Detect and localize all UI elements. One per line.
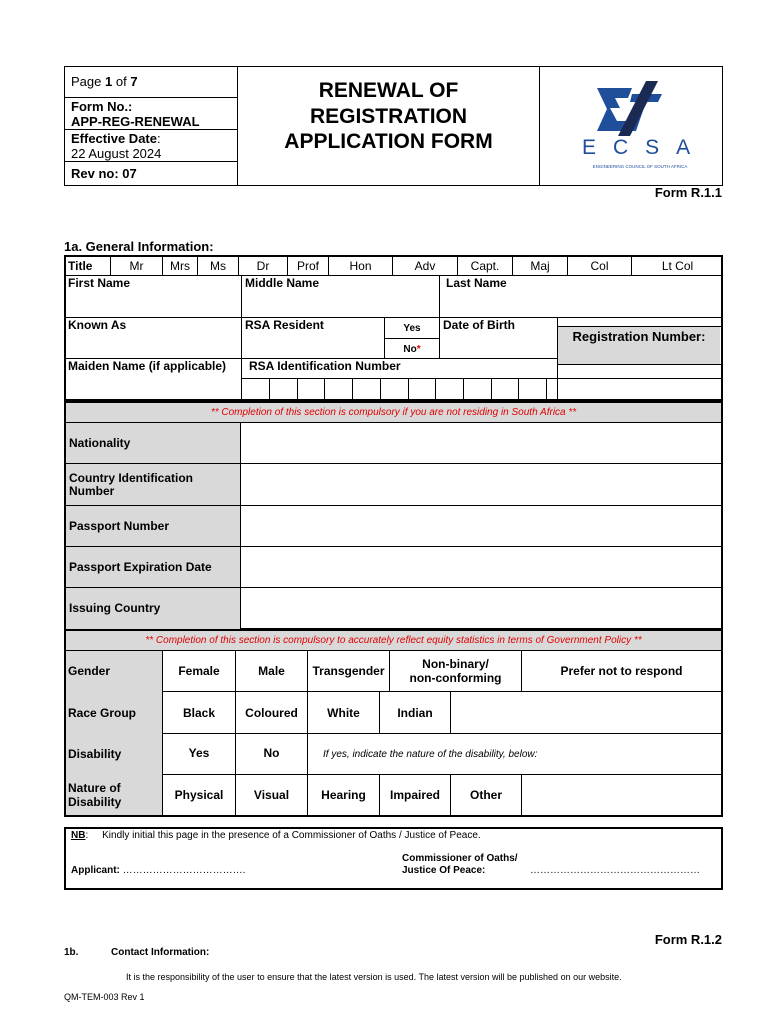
applicant-signature[interactable]: Applicant: ………………………………. <box>71 865 246 876</box>
section-1b-number: 1b. <box>64 947 79 958</box>
effective-date-label: Effective Date: <box>71 131 161 146</box>
form-ref-r11: Form R.1.1 <box>654 185 722 200</box>
known-as-field[interactable] <box>65 332 240 358</box>
title-option-capt[interactable]: Capt. <box>470 259 500 273</box>
title-option-adv[interactable]: Adv <box>414 259 436 273</box>
known-as-label: Known As <box>68 318 127 332</box>
rsa-resident-label: RSA Resident <box>245 318 324 332</box>
rev-no: Rev no: 07 <box>71 166 137 181</box>
race-coloured[interactable]: Coloured <box>245 705 298 720</box>
first-name-field[interactable] <box>65 290 240 316</box>
maiden-name-label: Maiden Name (if applicable) <box>68 359 227 373</box>
dob-field[interactable] <box>440 332 557 358</box>
country-identification-number-field[interactable] <box>242 464 721 505</box>
nature-visual[interactable]: Visual <box>253 788 290 802</box>
rsa-id-digit-box[interactable] <box>270 379 297 399</box>
disability-yes[interactable]: Yes <box>188 746 210 760</box>
rsa-id-digit-box[interactable] <box>547 379 557 399</box>
commissioner-signature[interactable]: …………………………………………… <box>530 865 700 876</box>
title-option-ms[interactable]: Ms <box>210 259 226 273</box>
equity-note-band <box>66 631 721 650</box>
title-option-col[interactable]: Col <box>590 259 609 273</box>
middle-name-label: Middle Name <box>245 276 320 290</box>
rsa-resident-no[interactable]: No * <box>403 343 421 355</box>
rsa-id-digit-box[interactable] <box>325 379 352 399</box>
race-label: Race Group <box>68 705 137 720</box>
passport-number-field[interactable] <box>242 506 721 546</box>
title-option-ltcol[interactable]: Lt Col <box>661 259 694 273</box>
maiden-name-field[interactable] <box>65 374 240 399</box>
title-option-mrs[interactable]: Mrs <box>170 259 190 273</box>
form-no: APP-REG-RENEWAL <box>71 114 200 129</box>
country-identification-number-label: Country Identification Number <box>66 464 240 505</box>
disability-label: Disability <box>68 747 122 761</box>
section-1b-heading: Contact Information: <box>111 947 210 958</box>
dob-label: Date of Birth <box>443 318 515 332</box>
gender-prefer-not[interactable]: Prefer not to respond <box>560 664 683 678</box>
gender-label: Gender <box>68 664 111 678</box>
title-option-prof[interactable]: Prof <box>296 259 319 273</box>
race-indian[interactable]: Indian <box>397 705 433 720</box>
registration-number-label: Registration Number: <box>572 328 706 344</box>
rsa-id-digit-box[interactable] <box>464 379 491 399</box>
nationality-label: Nationality <box>66 423 240 463</box>
nature-physical[interactable]: Physical <box>174 788 224 802</box>
disability-no[interactable]: No <box>263 746 280 760</box>
rsa-id-digit-box[interactable] <box>381 379 408 399</box>
rsa-id-digit-box[interactable] <box>492 379 518 399</box>
equity-note: ** Completion of this section is compulsory to accurately reflect equity statistics in terms of Government Policy ** <box>145 635 642 646</box>
passport-number-label: Passport Number <box>66 506 240 546</box>
title-option-maj[interactable]: Maj <box>530 259 550 273</box>
rsa-resident-yes[interactable]: Yes <box>403 322 421 334</box>
section-1a-heading: 1a. General Information: <box>64 239 214 254</box>
logo-text: ECSA <box>582 136 708 159</box>
gender-male[interactable]: Male <box>258 664 285 678</box>
logo-subtext: ENGINEERING COUNCIL OF SOUTH AFRICA <box>592 164 688 169</box>
gender-female[interactable]: Female <box>178 664 220 678</box>
race-other-field[interactable] <box>451 692 721 733</box>
gender-non-binary[interactable]: Non-binary/ non-conforming <box>409 657 502 685</box>
nature-hearing[interactable]: Hearing <box>321 788 366 802</box>
footer-disclaimer: It is the responsibility of the user to ensure that the latest version is used. The latest version will be published on our website. <box>126 972 622 982</box>
ecsa-logo <box>570 76 710 176</box>
nature-other-field[interactable] <box>522 775 721 815</box>
form-ref-r12: Form R.1.2 <box>654 932 722 947</box>
last-name-label: Last Name <box>446 276 507 290</box>
title-option-mr[interactable]: Mr <box>129 259 144 273</box>
passport-expiration-date-field[interactable] <box>242 547 721 587</box>
disability-note: If yes, indicate the nature of the disability, below: <box>323 748 538 760</box>
gender-transgender[interactable]: Transgender <box>312 664 385 678</box>
rsa-id-digit-box[interactable] <box>298 379 324 399</box>
effective-date: 22 August 2024 <box>71 146 162 161</box>
rsa-id-digit-box[interactable] <box>242 379 269 399</box>
race-black[interactable]: Black <box>182 705 216 720</box>
last-name-field[interactable] <box>440 290 721 316</box>
issuing-country-label: Issuing Country <box>66 588 240 629</box>
form-no-label: Form No.: <box>71 99 133 114</box>
issuing-country-field[interactable] <box>242 588 721 629</box>
middle-name-field[interactable] <box>242 290 438 316</box>
first-name-label: First Name <box>68 276 131 290</box>
nationality-field[interactable] <box>242 423 721 463</box>
race-white[interactable]: White <box>327 705 360 720</box>
document-title: RENEWAL OF REGISTRATION APPLICATION FORM <box>284 79 493 153</box>
passport-expiration-date-label: Passport Expiration Date <box>66 547 240 587</box>
rsa-id-label: RSA Identification Number <box>249 359 401 373</box>
rsa-id-digit-box[interactable] <box>409 379 435 399</box>
title-option-hon[interactable]: Hon <box>349 259 372 273</box>
rsa-id-digit-box[interactable] <box>353 379 380 399</box>
rsa-id-digit-box[interactable] <box>519 379 546 399</box>
title-option-dr[interactable]: Dr <box>256 259 270 273</box>
nb-line: NB: Kindly initial this page in the presence of a Commissioner of Oaths / Justice of Peace. <box>71 830 481 841</box>
commissioner-label: Commissioner of Oaths/ Justice Of Peace: <box>402 853 518 876</box>
nature-other[interactable]: Other <box>469 788 502 802</box>
page-indicator: Page 1 of 7 <box>71 74 138 89</box>
nature-label: Nature of Disability <box>68 781 122 809</box>
nature-impaired[interactable]: Impaired <box>389 788 440 802</box>
rsa-id-digit-box[interactable] <box>436 379 463 399</box>
title-label: Title <box>68 259 93 273</box>
footer-doc-code: QM-TEM-003 Rev 1 <box>64 992 145 1002</box>
foreign-note: ** Completion of this section is compulsory if you are not residing in South Africa ** <box>210 407 577 418</box>
foreign-note-band <box>66 403 721 422</box>
